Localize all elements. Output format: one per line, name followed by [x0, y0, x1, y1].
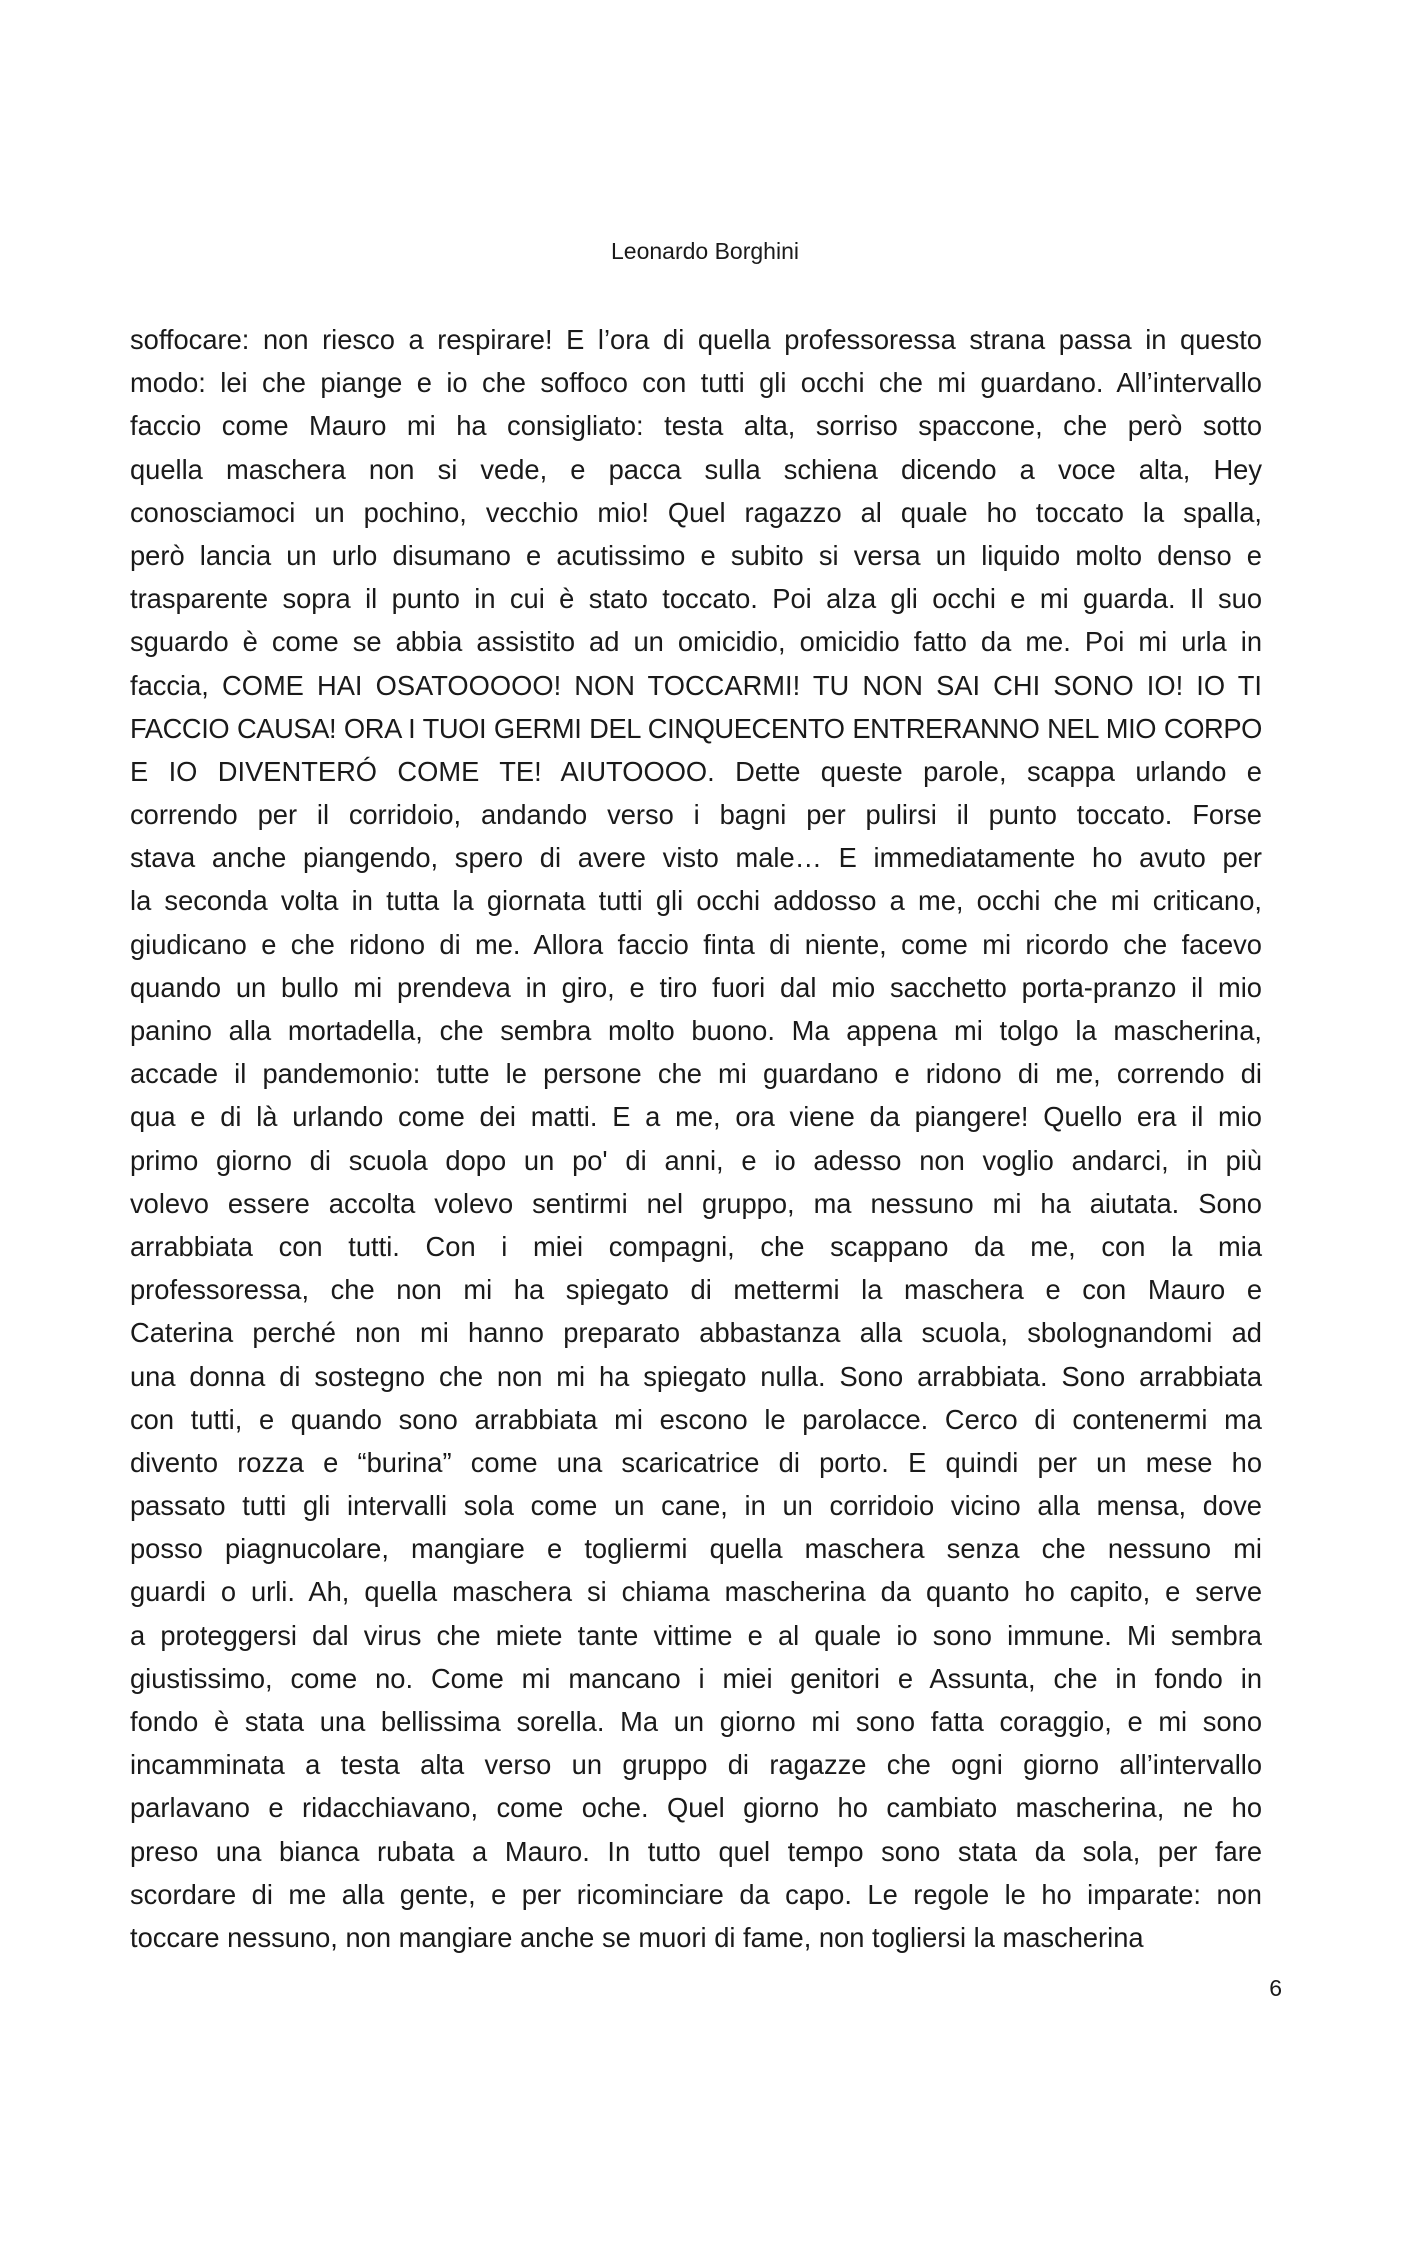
- running-header-author: Leonardo Borghini: [611, 238, 799, 264]
- body-line: E IO DIVENTERÓ COME TE! AIUTOOOO. Dette queste parole, scappa urlando e: [130, 755, 1262, 787]
- page-number: 6: [1269, 1975, 1282, 2001]
- body-line: una donna di sostegno che non mi ha spiegato nulla. Sono arrabbiata. Sono arrabbiata: [130, 1360, 1262, 1392]
- body-line: giustissimo, come no. Come mi mancano i miei genitori e Assunta, che in fondo in: [130, 1662, 1262, 1694]
- body-line: faccia, COME HAI OSATOOOOO! NON TOCCARMI! TU NON SAI CHI SONO IO! IO TI: [130, 669, 1262, 701]
- body-line: a proteggersi dal virus che miete tante vittime e al quale io sono immune. Mi sembra: [130, 1619, 1262, 1651]
- body-line: qua e di là urlando come dei matti. E a me, ora viene da piangere! Quello era il mio: [130, 1101, 1262, 1133]
- body-line: giudicano e che ridono di me. Allora faccio finta di niente, come mi ricordo che facevo: [130, 928, 1262, 960]
- body-line: panino alla mortadella, che sembra molto buono. Ma appena mi tolgo la mascherina,: [130, 1015, 1262, 1046]
- body-line: quando un bullo mi prendeva in giro, e tiro fuori dal mio sacchetto porta-pranzo il mio: [130, 971, 1262, 1003]
- body-line: toccare nessuno, non mangiare anche se muori di fame, non togliersi la mascherina: [130, 1921, 1144, 1953]
- body-line: modo: lei che piange e io che soffoco con tutti gli occhi che mi guardano. All’intervallo: [130, 367, 1262, 399]
- body-text: [130, 318, 1262, 1959]
- body-line: arrabbiata con tutti. Con i miei compagni, che scappano da me, con la mia: [130, 1230, 1262, 1262]
- body-line: primo giorno di scuola dopo un po' di anni, e io adesso non voglio andarci, in più: [130, 1144, 1262, 1176]
- body-line: con tutti, e quando sono arrabbiata mi escono le parolacce. Cerco di contenermi ma: [130, 1403, 1262, 1435]
- body-line: conosciamoci un pochino, vecchio mio! Quel ragazzo al quale ho toccato la spalla,: [130, 496, 1262, 528]
- body-line: FACCIO CAUSA! ORA I TUOI GERMI DEL CINQUECENTO ENTRERANNO NEL MIO CORPO: [130, 712, 1262, 744]
- body-line: accade il pandemonio: tutte le persone che mi guardano e ridono di me, correndo di: [130, 1058, 1262, 1090]
- body-line: faccio come Mauro mi ha consigliato: testa alta, sorriso spaccone, che però sotto: [130, 410, 1262, 442]
- body-line: posso piagnucolare, mangiare e togliermi quella maschera senza che nessuno mi: [130, 1533, 1262, 1565]
- body-line: guardi o urli. Ah, quella maschera si chiama mascherina da quanto ho capito, e serve: [130, 1576, 1262, 1608]
- body-line: Caterina perché non mi hanno preparato abbastanza alla scuola, sbolognandomi ad: [130, 1317, 1262, 1349]
- body-line: preso una bianca rubata a Mauro. In tutto quel tempo sono stata da sola, per fare: [130, 1835, 1262, 1867]
- body-line: stava anche piangendo, spero di avere visto male… E immediatamente ho avuto per: [130, 842, 1262, 874]
- body-line: professoressa, che non mi ha spiegato di mettermi la maschera e con Mauro e: [130, 1274, 1262, 1306]
- body-line: però lancia un urlo disumano e acutissimo e subito si versa un liquido molto denso e: [130, 539, 1262, 571]
- body-line: la seconda volta in tutta la giornata tutti gli occhi addosso a me, occhi che mi criticano,: [130, 885, 1262, 917]
- body-line: parlavano e ridacchiavano, come oche. Quel giorno ho cambiato mascherina, ne ho: [130, 1792, 1262, 1824]
- body-line: volevo essere accolta volevo sentirmi nel gruppo, ma nessuno mi ha aiutata. Sono: [130, 1187, 1262, 1219]
- body-line: incamminata a testa alta verso un gruppo di ragazze che ogni giorno all’intervallo: [130, 1749, 1262, 1781]
- body-line: passato tutti gli intervalli sola come un cane, in un corridoio vicino alla mensa, dove: [130, 1490, 1262, 1522]
- body-line: fondo è stata una bellissima sorella. Ma un giorno mi sono fatta coraggio, e mi sono: [130, 1706, 1262, 1737]
- body-line: trasparente sopra il punto in cui è stato toccato. Poi alza gli occhi e mi guarda. Il suo: [130, 583, 1262, 615]
- body-line: scordare di me alla gente, e per ricominciare da capo. Le regole le ho imparate: non: [130, 1878, 1262, 1910]
- body-line: divento rozza e “burina” come una scaricatrice di porto. E quindi per un mese ho: [130, 1446, 1262, 1478]
- body-line: soffocare: non riesco a respirare! E l’ora di quella professoressa strana passa in questo: [130, 324, 1262, 355]
- body-line: quella maschera non si vede, e pacca sulla schiena dicendo a voce alta, Hey: [130, 453, 1262, 485]
- body-line: correndo per il corridoio, andando verso i bagni per pulirsi il punto toccato. Forse: [130, 799, 1262, 831]
- body-line: sguardo è come se abbia assistito ad un omicidio, omicidio fatto da me. Poi mi urla in: [130, 626, 1262, 658]
